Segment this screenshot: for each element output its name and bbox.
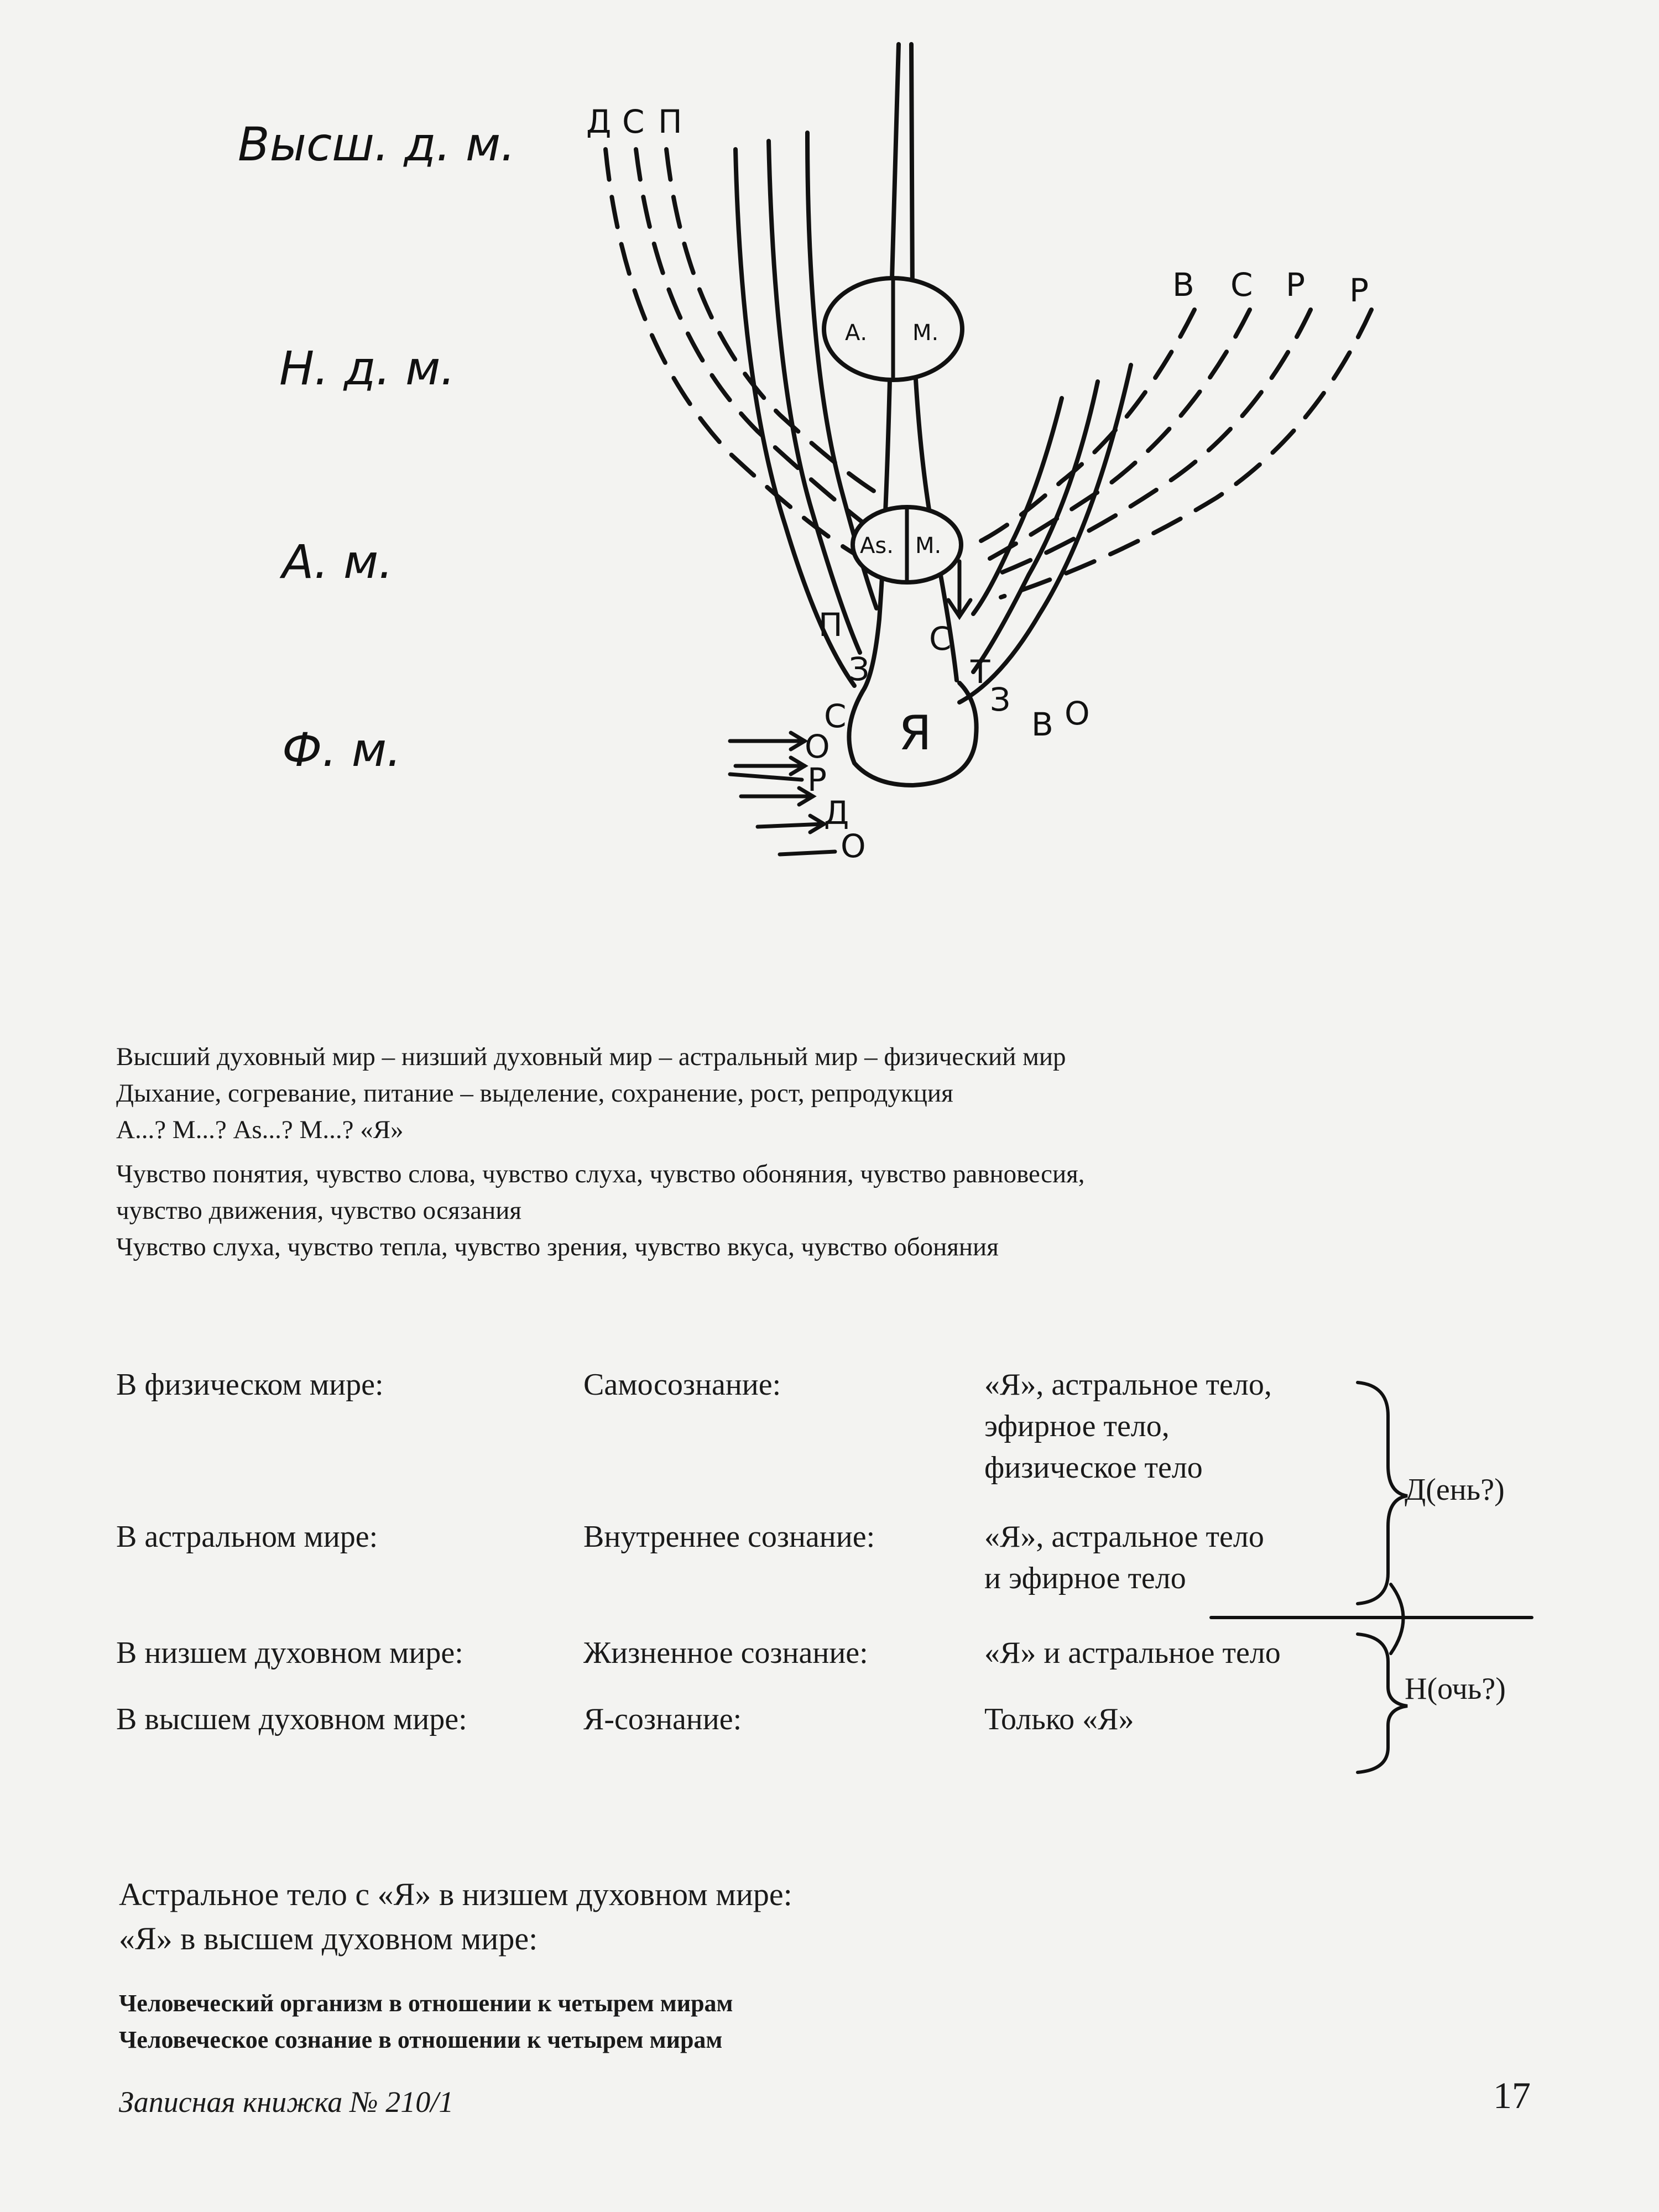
row3-bodies-1: «Я» и астральное тело xyxy=(984,1636,1281,1670)
day-label: Д(ень?) xyxy=(1405,1473,1505,1507)
row1-consciousness: Самосознание: xyxy=(583,1368,781,1402)
input-label-o1: О xyxy=(805,728,830,765)
caption-organism: Человеческий организм в отношении к четырем мирам xyxy=(119,1990,733,2017)
middle-circle-as: As. xyxy=(860,533,894,559)
page-number: 17 xyxy=(1493,2074,1531,2116)
right-label-r2: Р xyxy=(1349,272,1369,309)
row1-bodies-3: физическое тело xyxy=(984,1451,1203,1485)
upper-circle-a: А. xyxy=(845,320,868,346)
senses-line-2: чувство движения, чувство осязания xyxy=(116,1196,522,1225)
row1-bodies-1: «Я», астральное тело, xyxy=(984,1368,1272,1402)
center-label-s: С xyxy=(929,620,952,658)
top-label-d: Д xyxy=(586,103,612,140)
upper-circle-m: М. xyxy=(912,320,939,346)
row2-bodies-2: и эфирное тело xyxy=(984,1561,1186,1595)
input-label-d: Д xyxy=(824,794,849,832)
night-brace xyxy=(1358,1634,1407,1772)
right-label-s: С xyxy=(1230,266,1253,304)
row3-world: В низшем духовном мире: xyxy=(116,1636,463,1670)
left-stream-label-z: З xyxy=(849,650,870,688)
right-stream-label-o: О xyxy=(1065,695,1090,732)
top-label-s: С xyxy=(622,103,645,140)
level-astral: А. м. xyxy=(282,535,393,589)
description-block-2 xyxy=(116,1156,1084,1265)
input-label-r: Р xyxy=(807,761,827,799)
divider-paren xyxy=(1391,1584,1404,1653)
left-stream-label-p: П xyxy=(818,606,843,644)
row1-bodies-2: эфирное тело, xyxy=(984,1409,1170,1443)
level-physical: Ф. м. xyxy=(282,723,401,777)
senses-line-1: Чувство понятия, чувство слова, чувство слуха, чувство обоняния, чувство равновесия, xyxy=(116,1160,1085,1188)
right-stream-label-v: В xyxy=(1031,706,1053,743)
row2-bodies-1: «Я», астральное тело xyxy=(984,1520,1264,1554)
row4-consciousness: Я-сознание: xyxy=(583,1702,742,1736)
row1-world: В физическом мире: xyxy=(116,1368,384,1402)
worlds-diagram xyxy=(0,0,1659,995)
right-stream-label-t: Т xyxy=(971,653,990,691)
middle-circle-m: М. xyxy=(915,533,942,559)
row2-world: В астральном мире: xyxy=(116,1520,378,1554)
day-brace xyxy=(1358,1383,1407,1604)
right-label-v: В xyxy=(1172,266,1194,304)
row4-bodies-1: Только «Я» xyxy=(984,1702,1134,1736)
processes-line: Дыхание, согревание, питание – выделение, сохранение, рост, репродукция xyxy=(116,1079,953,1108)
senses-line-3: Чувство слуха, чувство тепла, чувство зрения, чувство вкуса, чувство обоняния xyxy=(116,1233,999,1261)
input-label-o2: О xyxy=(841,827,866,865)
row3-consciousness: Жизненное сознание: xyxy=(583,1636,868,1670)
note-ego: «Я» в высшем духовном мире: xyxy=(119,1921,538,1957)
footer-title: Записная книжка № 210/1 xyxy=(119,2085,454,2119)
note-astral: Астральное тело с «Я» в низшем духовном мире: xyxy=(119,1876,792,1912)
level-higher-spiritual: Высш. д. м. xyxy=(238,117,515,171)
abbreviations-line: А...? М...? As...? М...? «Я» xyxy=(116,1115,404,1144)
top-label-p: П xyxy=(658,103,682,140)
level-lower-spiritual: Н. д. м. xyxy=(279,341,456,395)
worlds-line: Высший духовный мир – низший духовный мир – астральный мир – физический мир xyxy=(116,1042,1066,1071)
row4-world: В высшем духовном мире: xyxy=(116,1702,467,1736)
right-stream-label-z: З xyxy=(990,681,1011,718)
night-label: Н(очь?) xyxy=(1405,1672,1506,1706)
right-label-r1: Р xyxy=(1286,266,1305,304)
left-stream-label-s: С xyxy=(824,697,847,735)
row2-consciousness: Внутреннее сознание: xyxy=(583,1520,875,1554)
caption-consciousness: Человеческое сознание в отношении к четырем мирам xyxy=(119,2026,723,2053)
core-ego-label: Я xyxy=(899,706,932,761)
description-block-1 xyxy=(116,1039,1066,1148)
